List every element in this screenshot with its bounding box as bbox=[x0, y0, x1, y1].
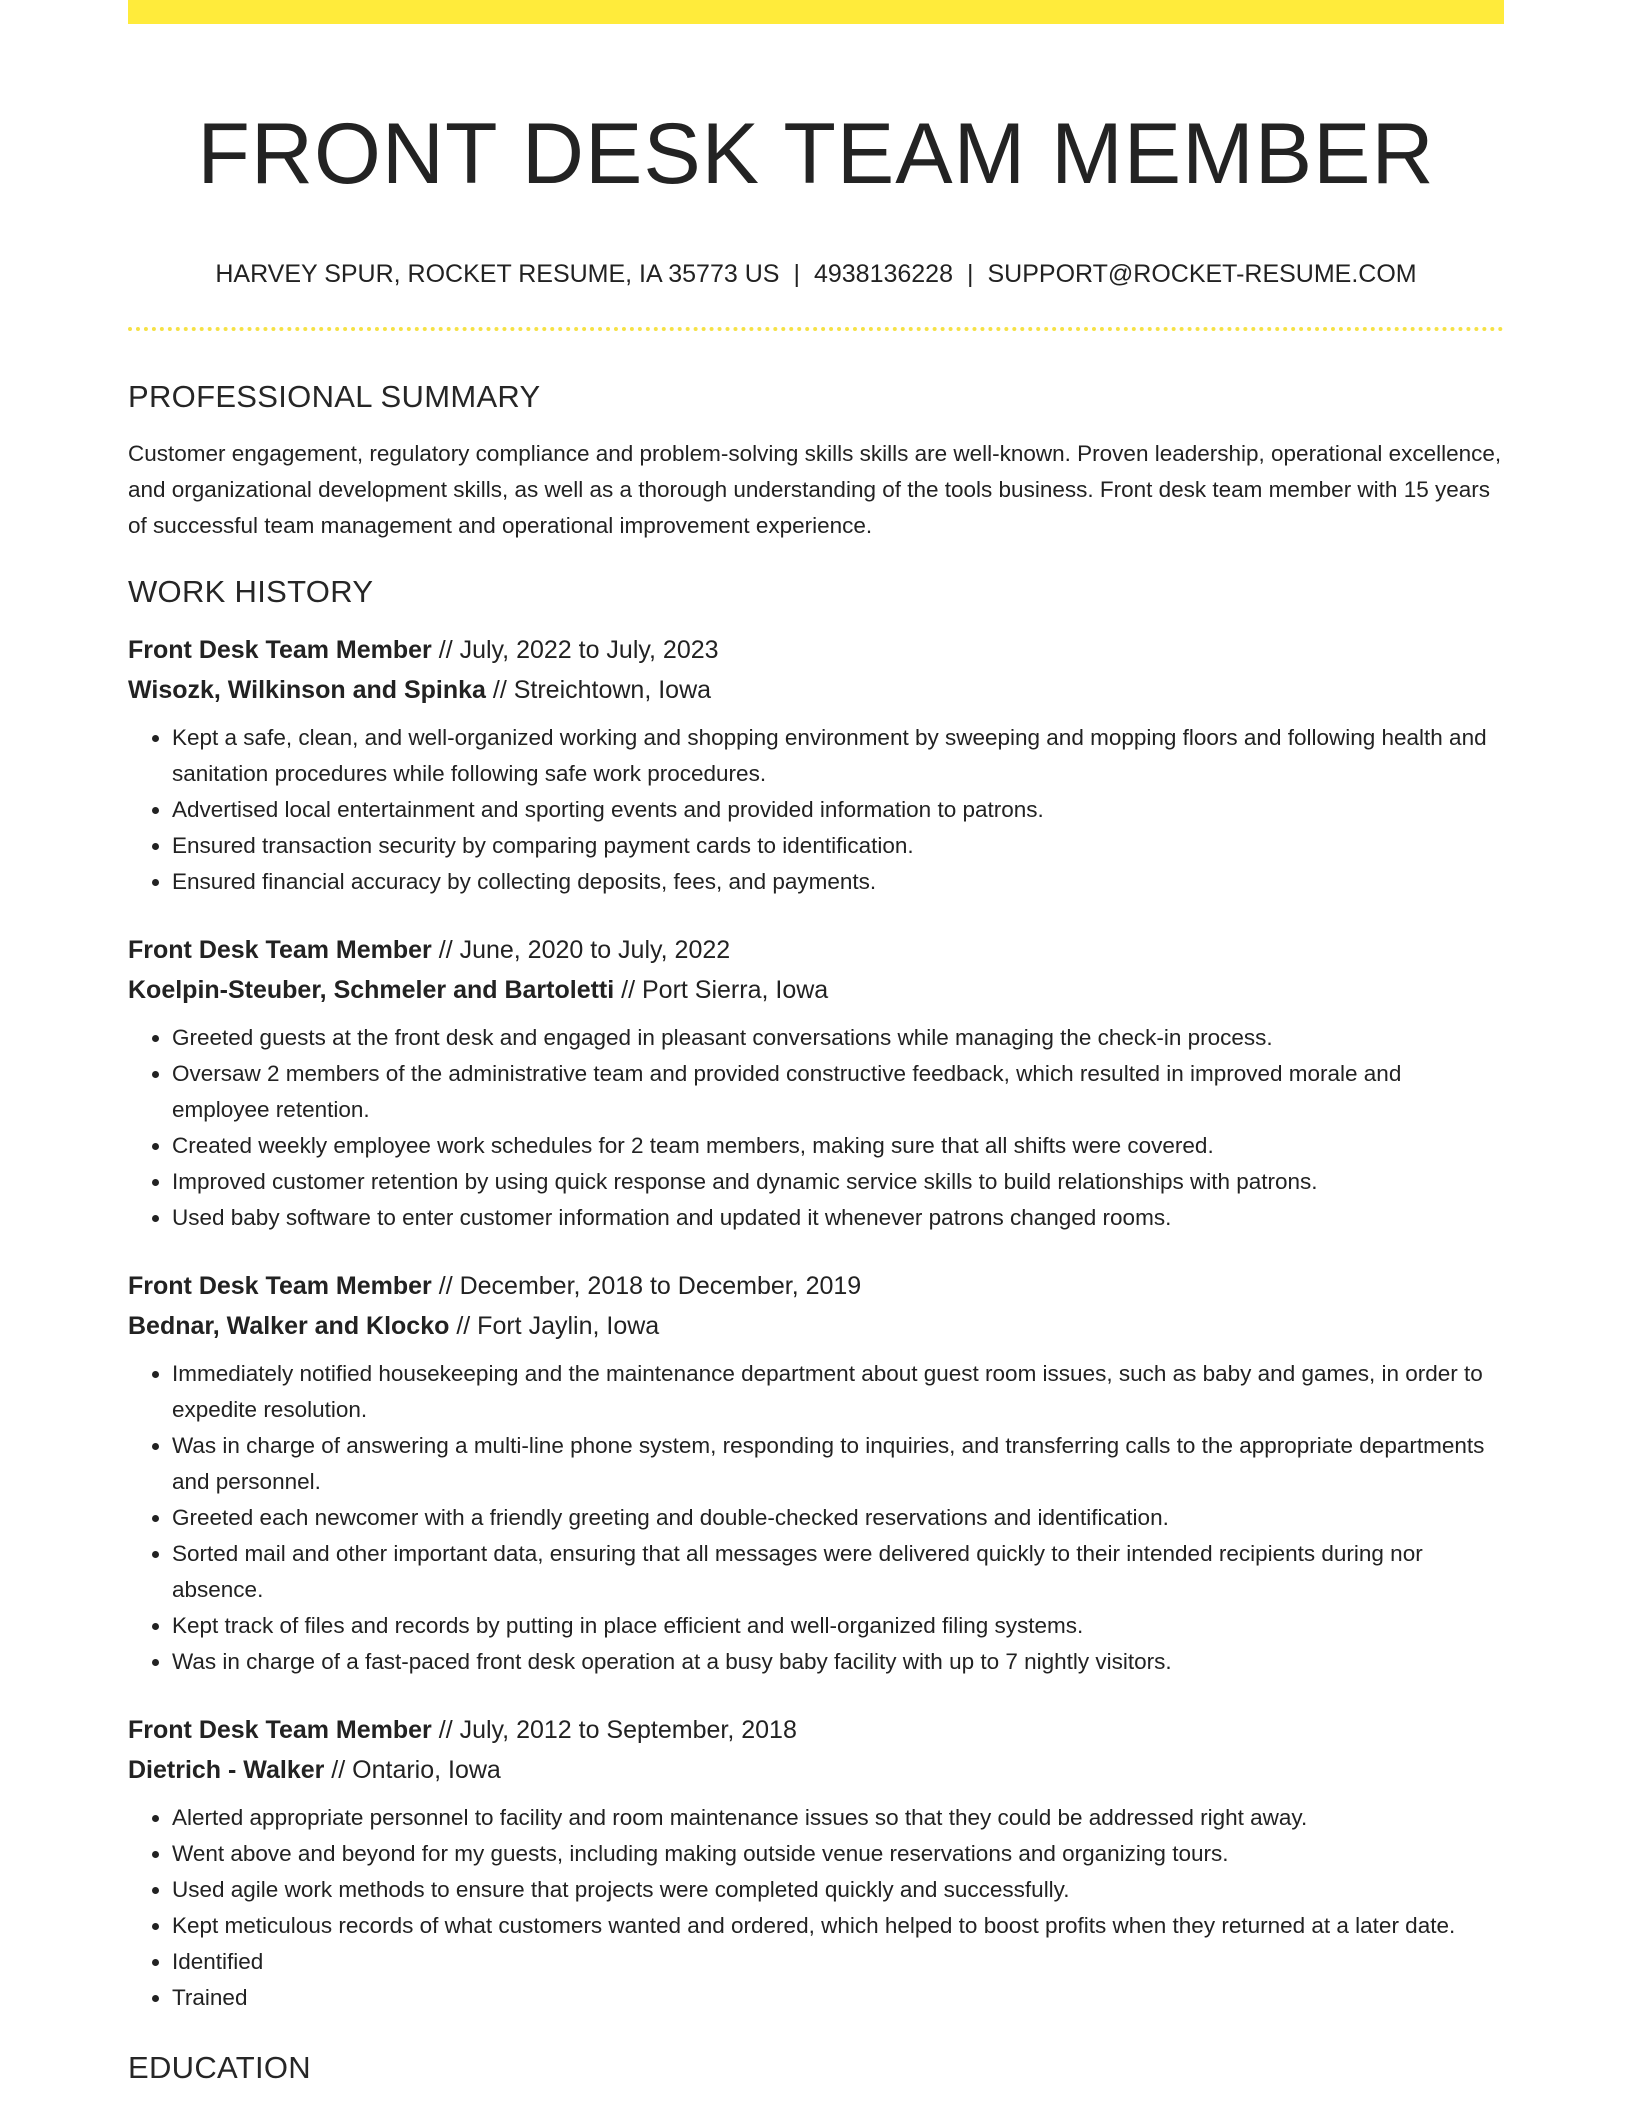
job-bullets bbox=[128, 720, 1504, 900]
resume-title: FRONT DESK TEAM MEMBER bbox=[197, 106, 1435, 202]
job-title: Front Desk Team Member bbox=[128, 1272, 432, 1300]
job-dates: // December, 2018 to December, 2019 bbox=[431, 1272, 862, 1300]
contact-phone[interactable]: 4938136228 bbox=[813, 260, 953, 288]
job-bullet: • Kept meticulous records of what customers wanted and ordered, which helped to boost profits when they returned at a later date. bbox=[172, 1908, 1504, 1944]
job-bullet: • Greeted each newcomer with a friendly greeting and double-checked reservations and identification. bbox=[172, 1500, 1504, 1536]
job-company-line bbox=[128, 1750, 1504, 1790]
job-entry bbox=[128, 630, 1504, 900]
job-bullet: • Identified bbox=[172, 1944, 1504, 1980]
job-company: Bednar, Walker and Klocko bbox=[128, 1312, 450, 1340]
job-company-line bbox=[128, 1306, 1504, 1346]
job-company: Dietrich - Walker bbox=[128, 1756, 325, 1784]
job-title-line bbox=[128, 630, 1504, 670]
job-title: Front Desk Team Member bbox=[128, 636, 432, 664]
job-bullet: • Used agile work methods to ensure that projects were completed quickly and successfully. bbox=[172, 1872, 1504, 1908]
job-dates: // June, 2020 to July, 2022 bbox=[431, 936, 731, 964]
contact-separator: | bbox=[967, 260, 974, 288]
education-heading: EDUCATION bbox=[128, 2050, 311, 2085]
job-bullets bbox=[128, 1356, 1504, 1680]
job-location: // Ontario, Iowa bbox=[324, 1756, 501, 1784]
contact-address: HARVEY SPUR, ROCKET RESUME, IA 35773 US bbox=[215, 260, 780, 288]
contact-info bbox=[128, 244, 1504, 304]
job-location: // Fort Jaylin, Iowa bbox=[449, 1312, 660, 1340]
job-bullet: • Alerted appropriate personnel to facility and room maintenance issues so that they could be addressed right away. bbox=[172, 1800, 1504, 1836]
summary-heading: PROFESSIONAL SUMMARY bbox=[128, 379, 541, 414]
job-bullet: • Was in charge of answering a multi-line phone system, responding to inquiries, and transferring calls to the appropriate departments and personnel. bbox=[172, 1428, 1504, 1500]
job-bullet: • Trained bbox=[172, 1980, 1504, 2016]
job-bullet: • Used baby software to enter customer information and updated it whenever patrons changed rooms. bbox=[172, 1200, 1504, 1236]
job-title: Front Desk Team Member bbox=[128, 1716, 432, 1744]
job-bullet: • Was in charge of a fast-paced front desk operation at a busy baby facility with up to 7 nightly visitors. bbox=[172, 1644, 1504, 1680]
job-bullet: • Advertised local entertainment and sporting events and provided information to patrons. bbox=[172, 792, 1504, 828]
job-bullet: • Improved customer retention by using quick response and dynamic service skills to build relationships with patrons. bbox=[172, 1164, 1504, 1200]
job-title-line bbox=[128, 1710, 1504, 1750]
job-location: // Streichtown, Iowa bbox=[485, 676, 712, 704]
job-bullet: • Created weekly employee work schedules for 2 team members, making sure that all shifts were covered. bbox=[172, 1128, 1504, 1164]
accent-bar bbox=[128, 0, 1504, 24]
job-company-line bbox=[128, 970, 1504, 1010]
job-bullets bbox=[128, 1020, 1504, 1236]
job-bullet: • Went above and beyond for my guests, including making outside venue reservations and organizing tours. bbox=[172, 1836, 1504, 1872]
contact-email[interactable]: SUPPORT@ROCKET-RESUME.COM bbox=[987, 260, 1417, 288]
job-bullet: • Kept track of files and records by putting in place efficient and well-organized filing systems. bbox=[172, 1608, 1504, 1644]
job-dates: // July, 2012 to September, 2018 bbox=[431, 1716, 797, 1744]
job-entry bbox=[128, 930, 1504, 1236]
job-bullet: • Sorted mail and other important data, ensuring that all messages were delivered quickly to their intended recipients during nor absence. bbox=[172, 1536, 1504, 1608]
job-title-line bbox=[128, 1266, 1504, 1306]
resume-page bbox=[128, 0, 1504, 2090]
job-bullet: • Ensured financial accuracy by collecting deposits, fees, and payments. bbox=[172, 864, 1504, 900]
job-bullet: • Ensured transaction security by comparing payment cards to identification. bbox=[172, 828, 1504, 864]
job-bullet: • Kept a safe, clean, and well-organized working and shopping environment by sweeping and mopping floors and following health and sanitation procedures while following safe work procedures. bbox=[172, 720, 1504, 792]
job-title-line bbox=[128, 930, 1504, 970]
header-divider bbox=[128, 327, 1504, 331]
work-history-heading: WORK HISTORY bbox=[128, 574, 374, 609]
job-entry bbox=[128, 1710, 1504, 2016]
job-title: Front Desk Team Member bbox=[128, 936, 432, 964]
job-bullet: • Immediately notified housekeeping and the maintenance department about guest room issues, such as baby and games, in order to expedite resolution. bbox=[172, 1356, 1504, 1428]
job-bullet: • Greeted guests at the front desk and engaged in pleasant conversations while managing the check-in process. bbox=[172, 1020, 1504, 1056]
job-dates: // July, 2022 to July, 2023 bbox=[431, 636, 719, 664]
job-bullets bbox=[128, 1800, 1504, 2016]
summary-text: Customer engagement, regulatory compliance and problem-solving skills skills are well-known. Proven leadership, operational excellence, and organizational development skills, as well as a thorough understanding of the tools business. Front desk team member with 15 years of successful team management and operational improvement experience. bbox=[128, 441, 1502, 538]
job-location: // Port Sierra, Iowa bbox=[614, 976, 829, 1004]
job-company: Koelpin-Steuber, Schmeler and Bartoletti bbox=[128, 976, 615, 1004]
job-company: Wisozk, Wilkinson and Spinka bbox=[128, 676, 486, 704]
contact-separator: | bbox=[793, 260, 800, 288]
job-company-line bbox=[128, 670, 1504, 710]
job-entry bbox=[128, 1266, 1504, 1680]
job-bullet: • Oversaw 2 members of the administrative team and provided constructive feedback, which resulted in improved morale and employee retention. bbox=[172, 1056, 1504, 1128]
